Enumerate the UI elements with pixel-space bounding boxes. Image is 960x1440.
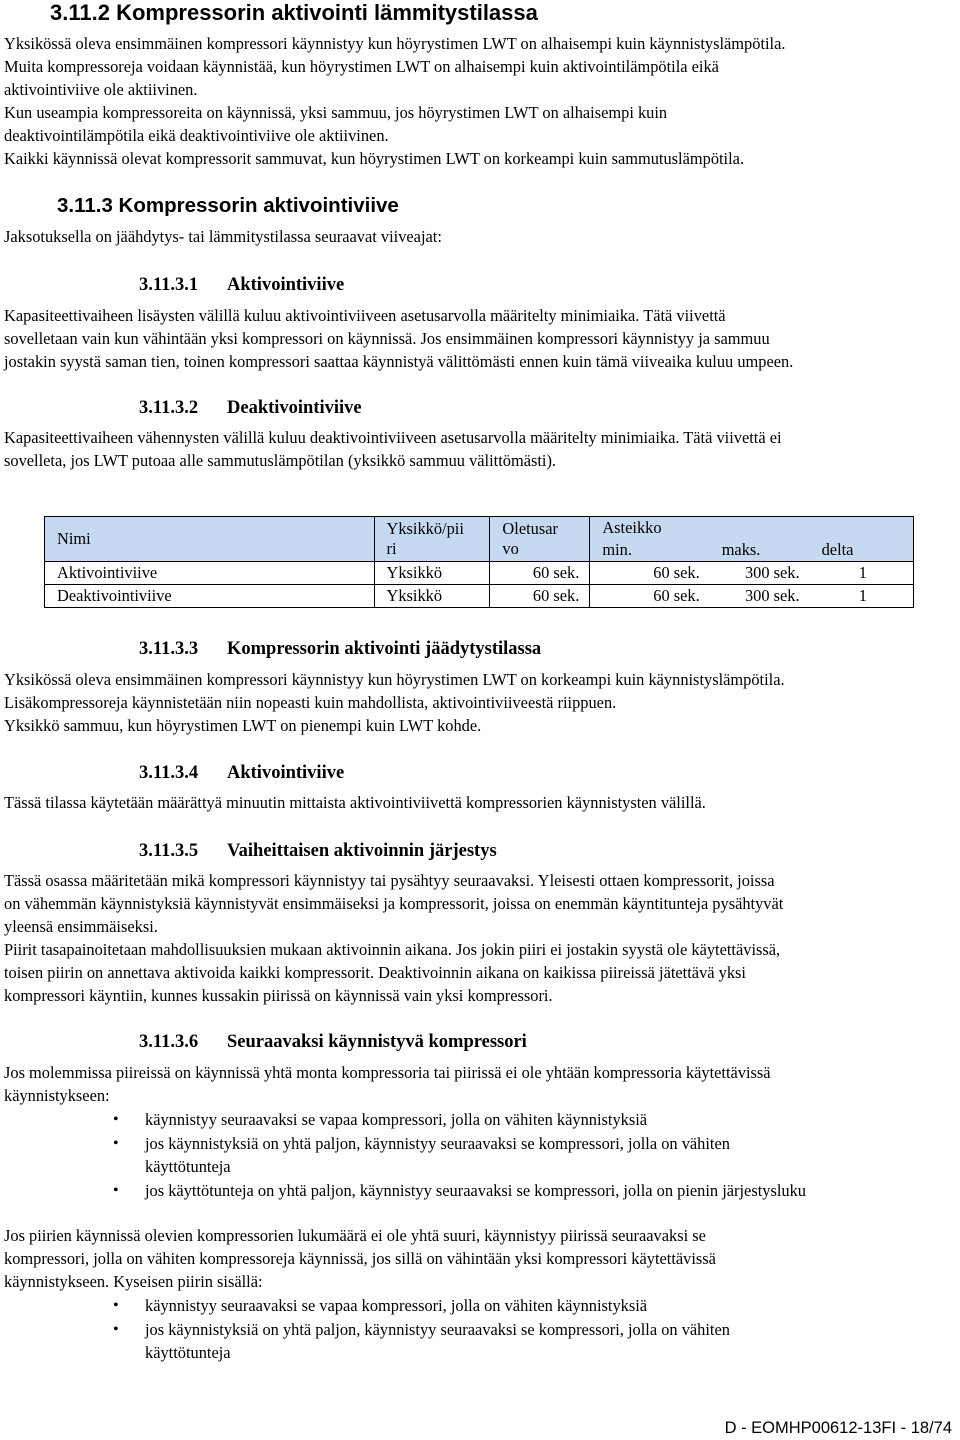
- text-line: jostakin syystä saman tien, toinen kompressori saattaa käynnistyä välittömästi ennen kuin tämä viiveaika kuluu umpeen.: [4, 352, 794, 371]
- header-max: maks.: [710, 539, 810, 562]
- heading-3-11-3-3: [139, 637, 541, 661]
- table-header-row: [45, 517, 914, 540]
- header-default: [490, 517, 590, 562]
- text-line: toisen piirin on annettava aktivoida kaikki kompressorit. Deaktivoinnin aikana on kaikissa piireissä jätettävä yksi: [4, 963, 746, 982]
- header-name: Nimi: [45, 517, 375, 562]
- heading-3-11-2: 3.11.2 Kompressorin aktivointi lämmitystilassa: [50, 0, 538, 25]
- cell-delta: 1: [810, 585, 914, 608]
- header-unit: [374, 517, 490, 562]
- section-3-11-3-2-body: [4, 426, 782, 472]
- bullet-icon: •: [113, 1321, 119, 1338]
- text-line: Jos piirien käynnissä olevien kompressorien lukumäärä ei ole yhtä suuri, käynnistyy piirissä seuraavaksi se: [4, 1226, 706, 1245]
- section-3-11-3-6-intro: [4, 1061, 771, 1107]
- text-line: Yksikkö sammuu, kun höyrystimen LWT on pienempi kuin LWT kohde.: [4, 716, 482, 735]
- heading-title: Aktivointiviive: [227, 275, 345, 295]
- cell-default: 60 sek.: [490, 585, 590, 608]
- bullet-list-2: [0, 1294, 730, 1365]
- text-line: Tässä tilassa käytetään määrättyä minuutin mittaista aktivointiviivettä kompressorien käynnistysten välillä.: [4, 793, 706, 812]
- header-unit-line2: ri: [386, 539, 397, 558]
- text-line: Piirit tasapainoitetaan mahdollisuuksien mukaan aktivoinnin aikana. Jos jokin piiri ei jostakin syystä ole käytettävissä,: [4, 940, 781, 959]
- text-line: Kapasiteettivaiheen vähennysten välillä kuluu deaktivointiviiveen asetusarvolla määritelty minimiaika. Tätä viivettä ei: [4, 428, 782, 447]
- cell-name: Deaktivointiviive: [45, 585, 375, 608]
- text-line: Tässä osassa määritetään mikä kompressori käynnistyy tai pysähtyy seuraavaksi. Yleisesti ottaen kompressorit, joissa: [4, 871, 775, 890]
- heading-3-11-3-1: [139, 273, 344, 297]
- section-3-11-3-3-body: [4, 668, 785, 737]
- text-line: Kun useampia kompressoreita on käynnissä, yksi sammuu, jos höyrystimen LWT on alhaisempi kuin: [4, 103, 668, 122]
- delay-parameters-table: [44, 516, 914, 608]
- section-3-11-3-6-mid: [4, 1224, 716, 1293]
- text-line: aktivointiviive ole aktiivinen.: [4, 80, 198, 99]
- cell-unit: Yksikkö: [374, 585, 490, 608]
- text-line: Yksikössä oleva ensimmäinen kompressori käynnistyy kun höyrystimen LWT on alhaisempi kuin käynnistyslämpötila.: [4, 34, 786, 53]
- cell-delta: 1: [810, 562, 914, 585]
- text-line: Yksikössä oleva ensimmäinen kompressori käynnistyy kun höyrystimen LWT on korkeampi kuin käynnistyslämpötila.: [4, 670, 785, 689]
- heading-number: 3.11.3.5: [139, 841, 199, 861]
- heading-title: Kompressorin aktivointi jäädytystilassa: [227, 639, 542, 659]
- list-item-text: jos käyttötunteja on yhtä paljon, käynnistyy seuraavaksi se kompressori, jolla on pienin järjestysluku: [145, 1181, 806, 1200]
- section-3-11-3-5-body: [4, 869, 783, 1007]
- list-item-text: käyttötunteja: [145, 1343, 231, 1362]
- bullet-icon: •: [113, 1182, 119, 1199]
- heading-3-11-3-4: [139, 761, 344, 785]
- text-line: yleensä ensimmäiseksi.: [4, 917, 158, 936]
- heading-title: Aktivointiviive: [227, 763, 345, 783]
- list-item: [0, 1179, 806, 1202]
- table-row: [45, 562, 914, 585]
- list-item: [0, 1108, 806, 1131]
- text-line: Kapasiteettivaiheen lisäysten välillä kuluu aktivointiviiveen asetusarvolla määritelty minimiaika. Tätä viivettä: [4, 306, 726, 325]
- list-item-text: jos käynnistyksiä on yhtä paljon, käynnistyy seuraavaksi se kompressori, jolla on vähiten: [145, 1134, 730, 1153]
- table-row: [45, 585, 914, 608]
- text-line: sovelleta, jos LWT putoaa alle sammutuslämpötilan (yksikkö sammuu välittömästi).: [4, 451, 557, 470]
- text-line: Kaikki käynnissä olevat kompressorit sammuvat, kun höyrystimen LWT on korkeampi kuin sammutuslämpötila.: [4, 149, 745, 168]
- heading-3-11-3-2: [139, 396, 362, 420]
- list-item-text: käyttötunteja: [145, 1157, 231, 1176]
- cell-max: 300 sek.: [710, 585, 810, 608]
- section-3-11-3-4-body: [4, 791, 706, 814]
- list-item-text: jos käynnistyksiä on yhtä paljon, käynnistyy seuraavaksi se kompressori, jolla on vähiten: [145, 1320, 730, 1339]
- page-footer: D - EOMHP00612-13FI - 18/74: [724, 1419, 952, 1437]
- header-default-line1: Oletusar: [502, 519, 558, 538]
- header-delta: delta: [810, 539, 914, 562]
- text-line: Jos molemmissa piireissä on käynnissä yhtä monta kompressoria tai piirissä ei ole yhtään kompressoria käytettävissä: [4, 1063, 771, 1082]
- bullet-list-1: [0, 1108, 806, 1203]
- heading-3-11-3-6: [139, 1030, 527, 1054]
- cell-default: 60 sek.: [490, 562, 590, 585]
- cell-min: 60 sek.: [590, 562, 710, 585]
- header-unit-line1: Yksikkö/pii: [386, 519, 464, 538]
- heading-number: 3.11.3.4: [139, 763, 199, 783]
- text-line: Lisäkompressoreja käynnistetään niin nopeasti kuin mahdollista, aktivointiviiveestä riippuen.: [4, 693, 617, 712]
- text-line: sovelletaan vain kun vähintään yksi kompressori on käynnissä. Jos ensimmäinen kompressori käynnistyy ja sammuu: [4, 329, 770, 348]
- cell-min: 60 sek.: [590, 585, 710, 608]
- text-line: deaktivointilämpötila eikä deaktivointiviive ole aktiivinen.: [4, 126, 389, 145]
- text-line: kompressori käyntiin, kunnes kussakin piirissä on käynnissä vain yksi kompressori.: [4, 986, 553, 1005]
- header-min: min.: [590, 539, 710, 562]
- cell-unit: Yksikkö: [374, 562, 490, 585]
- bullet-icon: •: [113, 1297, 119, 1314]
- header-range: Asteikko: [590, 517, 914, 540]
- text-line: käynnistykseen. Kyseisen piirin sisällä:: [4, 1272, 263, 1291]
- section-3-11-2-body: [4, 32, 785, 170]
- heading-title: Vaiheittaisen aktivoinnin järjestys: [227, 841, 497, 861]
- heading-number: 3.11.3.1: [139, 275, 199, 295]
- text-line: käynnistykseen:: [4, 1086, 110, 1105]
- text-line: kompressori, jolla on vähiten kompressoreja käynnissä, jos sillä on vähintään yksi kompressori käytettävissä: [4, 1249, 716, 1268]
- heading-number: 3.11.3.3: [139, 639, 199, 659]
- list-item-text: käynnistyy seuraavaksi se vapaa kompressori, jolla on vähiten käynnistyksiä: [145, 1110, 648, 1129]
- section-3-11-3-intro: Jaksotuksella on jäähdytys- tai lämmitystilassa seuraavat viiveajat:: [4, 227, 442, 246]
- heading-title: Deaktivointiviive: [227, 398, 362, 418]
- section-3-11-3-1-body: [4, 304, 793, 373]
- heading-3-11-3-5: [139, 839, 497, 863]
- header-default-line2: vo: [502, 539, 519, 558]
- cell-max: 300 sek.: [710, 562, 810, 585]
- list-item-text: käynnistyy seuraavaksi se vapaa kompressori, jolla on vähiten käynnistyksiä: [145, 1296, 648, 1315]
- heading-number: 3.11.3.6: [139, 1032, 199, 1052]
- text-line: on vähemmän käynnistyksiä käynnistyvät ensimmäiseksi ja kompressorit, joissa on enemmän käyntitunteja pysähtyvät: [4, 894, 784, 913]
- heading-number: 3.11.3.2: [139, 398, 199, 418]
- list-item: [0, 1294, 730, 1317]
- heading-3-11-3: 3.11.3 Kompressorin aktivointiviive: [57, 194, 399, 217]
- cell-name: Aktivointiviive: [45, 562, 375, 585]
- bullet-icon: •: [113, 1111, 119, 1128]
- bullet-icon: •: [113, 1135, 119, 1152]
- list-item: [0, 1318, 730, 1364]
- heading-title: Seuraavaksi käynnistyvä kompressori: [227, 1032, 527, 1052]
- text-line: Muita kompressoreja voidaan käynnistää, kun höyrystimen LWT on alhaisempi kuin aktivointilämpötila eikä: [4, 57, 719, 76]
- list-item: [0, 1132, 806, 1178]
